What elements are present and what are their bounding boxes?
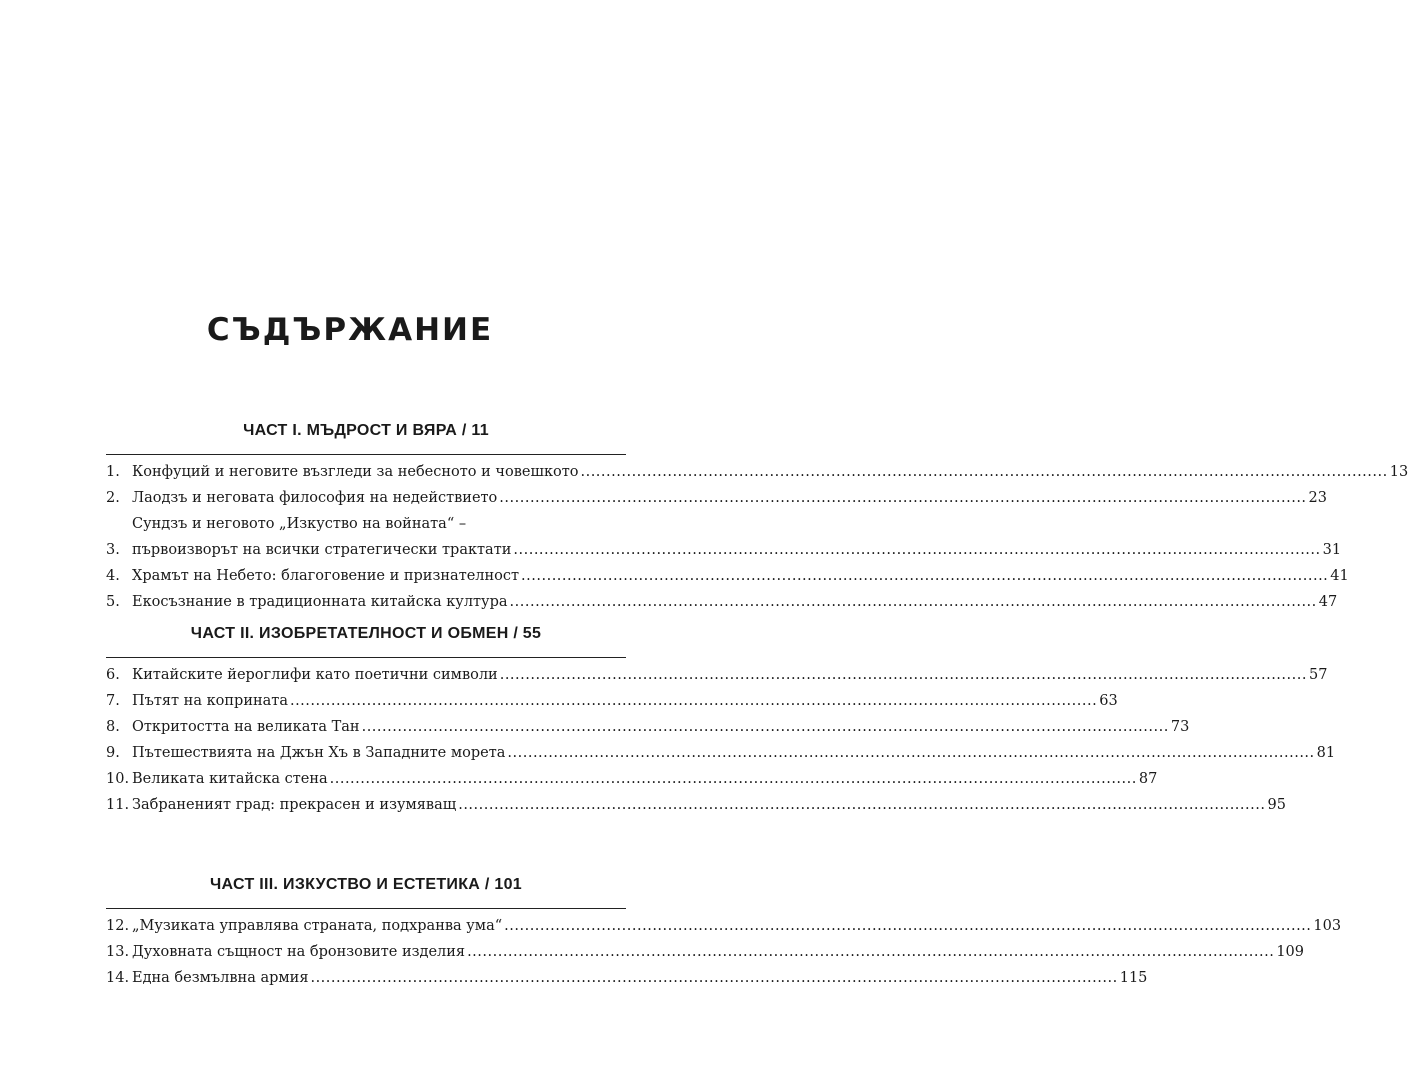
toc-entry xyxy=(106,740,1336,766)
dot-leader xyxy=(521,563,1328,589)
dot-leader xyxy=(500,662,1307,688)
dot-leader xyxy=(510,589,1317,615)
toc-entry xyxy=(106,714,1190,740)
dot-leader xyxy=(330,766,1137,792)
entry-title: Духовната същност на бронзовите изделия xyxy=(132,944,466,960)
entry-number: 4. xyxy=(106,568,120,584)
entry-page-number: 81 xyxy=(1316,745,1336,761)
divider xyxy=(106,908,626,909)
toc-entry xyxy=(106,511,1342,563)
toc-entry xyxy=(106,792,1286,818)
entry-title: първоизворът на всички стратегически трактати xyxy=(132,542,512,558)
entry-page-number: 103 xyxy=(1313,918,1342,934)
toc-entry xyxy=(106,939,1304,965)
entry-title: Китайските йероглифи като поетични символи xyxy=(132,667,498,683)
entry-page-number: 13 xyxy=(1389,464,1408,480)
entry-title: Лаодзъ и неговата философия на недействието xyxy=(132,490,498,506)
dot-leader xyxy=(499,485,1306,511)
entry-page-number: 41 xyxy=(1330,568,1349,584)
toc-entry xyxy=(106,563,1349,589)
entry-number: 7. xyxy=(106,693,120,709)
entry-title: Великата китайска стена xyxy=(132,771,328,787)
divider xyxy=(106,454,626,455)
toc-part xyxy=(106,420,1408,615)
entry-page-number: 47 xyxy=(1318,594,1338,610)
dot-leader xyxy=(467,939,1274,965)
entry-title: Забраненият град: прекрасен и изумяващ xyxy=(132,797,457,813)
toc-part xyxy=(106,874,1342,991)
entry-page-number: 95 xyxy=(1267,797,1286,813)
entry-page-number: 87 xyxy=(1138,771,1158,787)
entry-number: 13. xyxy=(106,944,130,960)
entry-number: 12. xyxy=(106,918,130,934)
toc-entry xyxy=(106,965,1148,991)
entry-number: 6. xyxy=(106,667,120,683)
toc-entry xyxy=(106,913,1342,939)
toc-entry xyxy=(106,589,1338,615)
dot-leader xyxy=(362,714,1169,740)
entry-number: 9. xyxy=(106,745,120,761)
entry-title: Откритостта на великата Тан xyxy=(132,719,360,735)
part-heading: ЧАСТ I. МЪДРОСТ И ВЯРА / 11 xyxy=(243,422,489,439)
entry-number: 2. xyxy=(106,490,120,506)
entry-title-line: Сундзъ и неговото „Изкуство на войната“ – xyxy=(132,516,467,532)
entry-title: Храмът на Небето: благоговение и признателност xyxy=(132,568,520,584)
entry-page-number: 115 xyxy=(1119,970,1148,986)
dot-leader xyxy=(507,740,1314,766)
toc-part xyxy=(106,623,1336,818)
entry-number: 1. xyxy=(106,464,120,480)
entry-page-number: 31 xyxy=(1322,542,1342,558)
toc-entry xyxy=(106,485,1327,511)
dot-leader xyxy=(580,459,1387,485)
entry-title: Пътешествията на Джън Хъ в Западните морета xyxy=(132,745,506,761)
entry-title: Екосъзнание в традиционната китайска култура xyxy=(132,594,508,610)
entry-page-number: 73 xyxy=(1170,719,1190,735)
dot-leader xyxy=(310,965,1117,991)
toc-entry xyxy=(106,662,1328,688)
part-heading: ЧАСТ II. ИЗОБРЕТАТЕЛНОСТ И ОБМЕН / 55 xyxy=(190,625,542,642)
entry-title: Пътят на коприната xyxy=(132,693,288,709)
dot-leader xyxy=(504,913,1311,939)
toc-entry xyxy=(106,688,1118,714)
page-title: СЪДЪРЖАНИЕ xyxy=(206,312,494,348)
entry-number: 11. xyxy=(106,797,130,813)
toc-entry xyxy=(106,766,1158,792)
dot-leader xyxy=(513,537,1320,563)
entry-number: 10. xyxy=(106,771,130,787)
dot-leader xyxy=(290,688,1097,714)
part-heading: ЧАСТ III. ИЗКУСТВО И ЕСТЕТИКА / 101 xyxy=(210,876,522,893)
entry-number: 3. xyxy=(106,542,120,558)
entry-page-number: 109 xyxy=(1276,944,1304,960)
entry-title: Една безмълвна армия xyxy=(132,970,309,986)
entry-title: Конфуций и неговите възгледи за небесното и човешкото xyxy=(132,464,579,480)
entry-title: „Музиката управлява страната, подхранва ума“ xyxy=(132,918,503,934)
entry-number: 5. xyxy=(106,594,120,610)
entry-page-number: 23 xyxy=(1308,490,1327,506)
entry-number: 8. xyxy=(106,719,120,735)
entry-page-number: 57 xyxy=(1308,667,1328,683)
entry-number: 14. xyxy=(106,970,130,986)
dot-leader xyxy=(458,792,1265,818)
toc-entry xyxy=(106,459,1408,485)
divider xyxy=(106,657,626,658)
entry-page-number: 63 xyxy=(1099,693,1118,709)
